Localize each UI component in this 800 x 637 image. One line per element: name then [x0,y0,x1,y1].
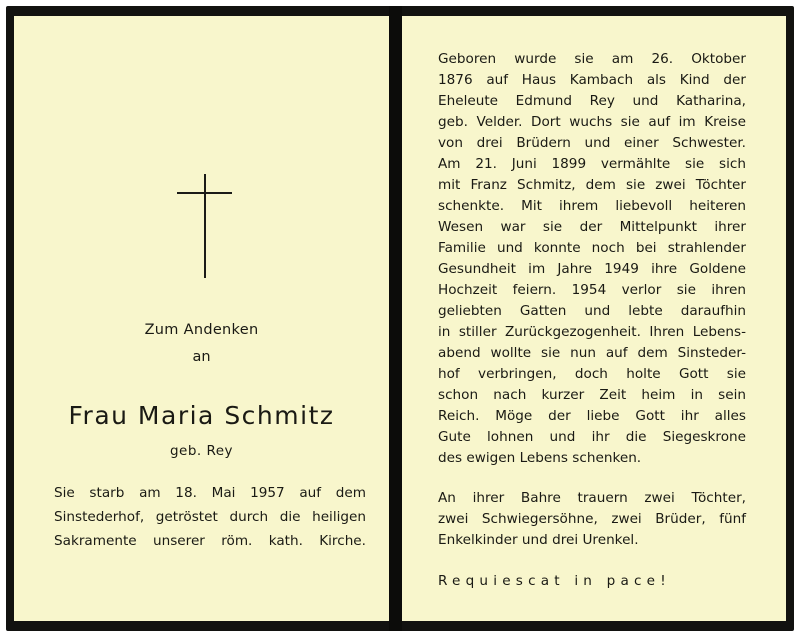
bio-line: von drei Brüdern und einer Schwester. [438,135,746,151]
maiden-name: geb. Rey [169,443,234,459]
closing-phrase: Requiescat in pace! [438,573,671,589]
memorial-card [6,6,794,631]
bio-line: in stiller Zurückgezogenheit. Ihren Lebens- [438,324,746,340]
left-page [14,16,389,621]
bio-line: schon nach kurzer Zeit heim in sein [438,387,746,403]
cross-icon-bar [177,192,232,194]
bio-line: Gesundheit im Jahre 1949 ihre Goldene [438,261,746,277]
death-line: Sinstederhof, getröstet durch die heiligen [54,509,366,525]
mourn-line: zwei Schwiegersöhne, zwei Brüder, fünf [438,511,746,527]
in-memory-label: Zum Andenken [144,322,259,338]
bio-line: Reich. Möge der liebe Gott ihr alles [438,408,746,424]
card-fold [389,6,402,631]
bio-line: des ewigen Lebens schenken. [438,450,642,466]
mourn-line: An ihrer Bahre trauern zwei Töchter, [438,490,746,506]
biography [438,49,746,469]
bio-line: mit Franz Schmitz, dem sie zwei Töchter [438,177,746,193]
deceased-name: Frau Maria Schmitz [68,401,335,430]
death-line: Sakramente unserer röm. kath. Kirche. [54,533,366,549]
death-notice [54,481,366,553]
bio-line: geliebten Gatten und lebte daraufhin [438,303,746,319]
mourn-line: Enkelkinder und drei Urenkel. [438,532,639,548]
bio-line: Hochzeit feiern. 1954 verlor sie ihren [438,282,746,298]
bio-line: Wesen war sie der Mittelpunkt ihrer [438,219,746,235]
bio-line: schenkte. Mit ihrem liebevoll heiteren [438,198,746,214]
bio-line: Geboren wurde sie am 26. Oktober [438,51,746,67]
death-line: Sie starb am 18. Mai 1957 auf dem [54,485,366,501]
bio-line: Gute lohnen und ihr die Siegeskrone [438,429,746,445]
bio-line: Am 21. Juni 1899 vermählte sie sich [438,156,746,172]
bio-line: geb. Velder. Dort wuchs sie auf im Kreise [438,114,746,130]
bio-line: 1876 auf Haus Kambach als Kind der [438,72,746,88]
right-page [402,16,786,621]
bio-line: Eheleute Edmund Rey und Katharina, [438,93,746,109]
of-label: an [192,349,211,365]
cross-icon [204,174,206,278]
bio-line: abend wollte sie nun auf dem Sinsteder- [438,345,746,361]
bio-line: Familie und konnte noch bei strahlender [438,240,746,256]
mourners-notice [438,488,746,551]
bio-line: hof verbringen, doch holte Gott sie [438,366,746,382]
